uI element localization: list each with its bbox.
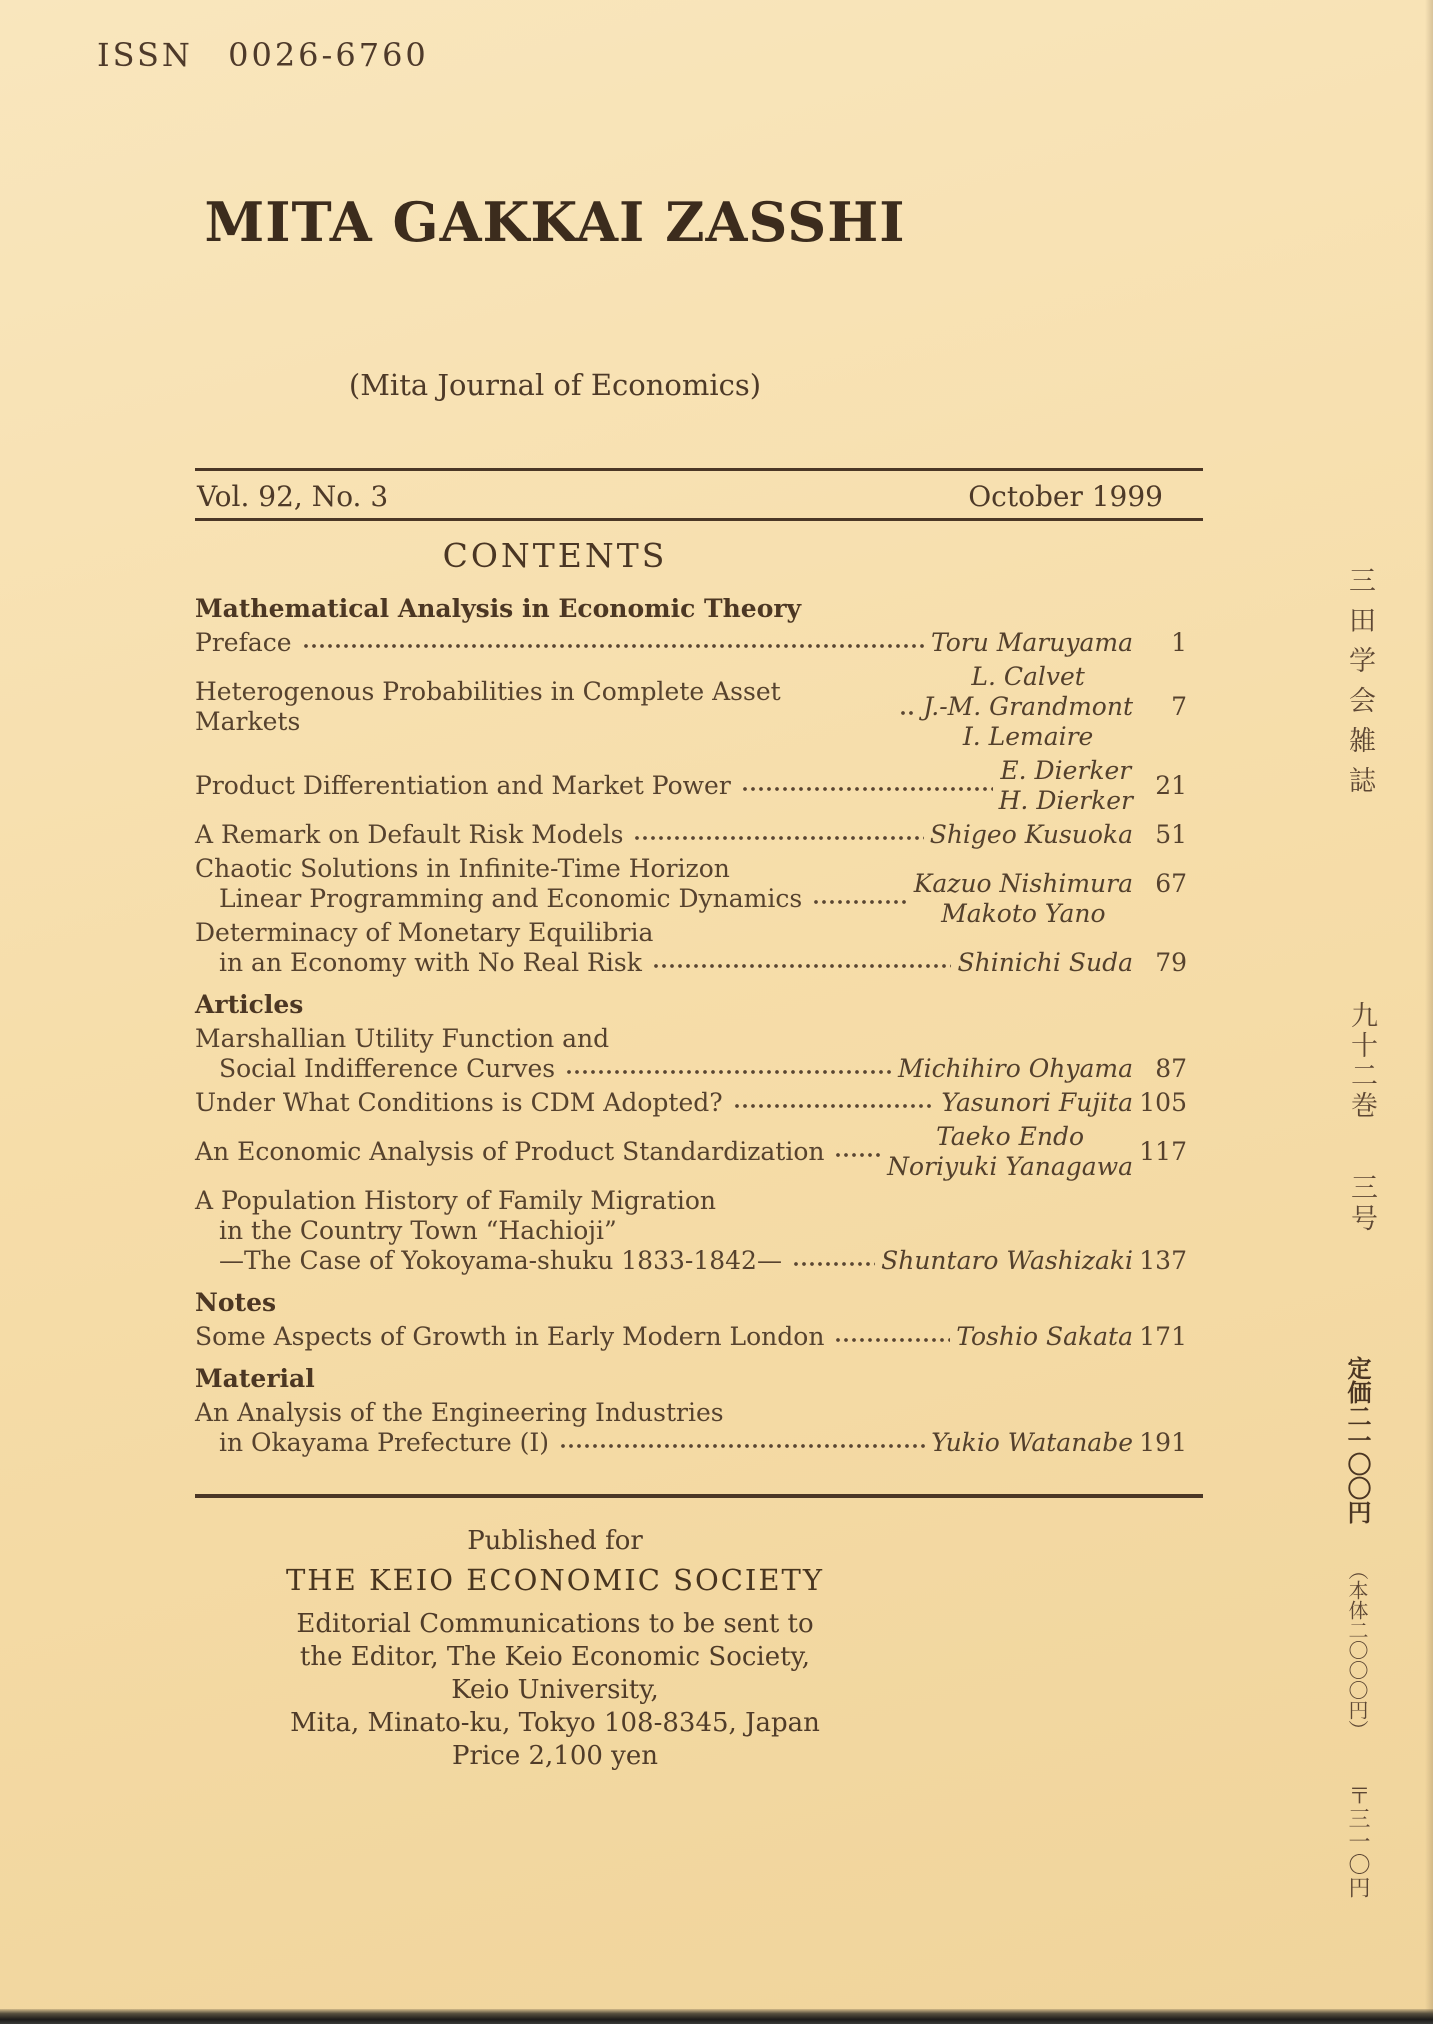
spine-price-ja: 定価二一〇〇円 <box>1343 1356 1372 1524</box>
entry-author: H. Dierker <box>998 786 1133 815</box>
dot-leader <box>899 677 917 737</box>
entry-title-line <box>195 628 931 658</box>
contents-entry <box>195 854 1203 928</box>
entry-title-text: Linear Programming and Economic Dynamics <box>219 884 803 913</box>
entry-page-number: 7 <box>1171 692 1187 721</box>
spine-price-block-ja <box>1340 1356 1375 1899</box>
section-heading: Notes <box>195 1288 277 1317</box>
issn-label: ISSN 0026-6760 <box>97 36 429 74</box>
entry-author: Shuntaro Washizaki <box>881 1246 1133 1275</box>
entry-author: Yasunori Fujita <box>941 1088 1133 1117</box>
issue-date: October 1999 <box>968 479 1163 513</box>
entry-title-text: in Okayama Prefecture (I) <box>219 1428 550 1457</box>
entry-title-text: A Remark on Default Risk Models <box>195 820 624 849</box>
spine-price-base-ja: （本体二〇〇〇円） <box>1345 1560 1369 1740</box>
entry-title-text: An Analysis of the Engineering Industries <box>195 1398 724 1427</box>
dot-leader <box>834 1322 950 1352</box>
entry-author: I. Lemaire <box>962 722 1094 751</box>
entry-title-line <box>195 854 914 884</box>
volume-date-row <box>195 476 1203 516</box>
entry-title-text: in an Economy with No Real Risk <box>219 948 642 977</box>
publisher-line: Mita, Minato-ku, Tokyo 108-8345, Japan <box>290 1708 820 1738</box>
spine-journal-title-ja: 三田学会雑誌 <box>1344 566 1375 806</box>
contents-entry <box>195 662 1203 752</box>
entry-authors <box>931 628 1139 658</box>
entry-author: E. Dierker <box>1000 756 1132 785</box>
spine-postage-ja: 〒三一〇円 <box>1345 1784 1370 1899</box>
entry-title-block <box>195 1088 941 1118</box>
entry-page-number: 105 <box>1139 1088 1187 1117</box>
entry-title-text: in the Country Town “Hachioji” <box>219 1216 617 1245</box>
entry-author: Toshio Sakata <box>956 1322 1133 1351</box>
dot-leader <box>559 1428 925 1458</box>
entry-author: Yukio Watanabe <box>931 1428 1133 1457</box>
journal-subtitle: (Mita Journal of Economics) <box>348 368 762 402</box>
entry-title-line <box>195 1137 887 1167</box>
entry-author: Shinichi Suda <box>957 948 1133 977</box>
contents-entry <box>195 1186 1203 1276</box>
contents-entry <box>195 1322 1203 1352</box>
publisher-line: the Editor, The Keio Economic Society, <box>299 1642 811 1672</box>
entry-page-number: 67 <box>1155 869 1187 898</box>
entry-authors <box>941 1088 1139 1118</box>
entry-title-line <box>195 677 923 737</box>
entry-title-line <box>195 1054 898 1084</box>
entry-title-line <box>195 820 930 850</box>
entry-author: Makoto Yano <box>941 899 1106 928</box>
entry-title-block <box>195 854 914 914</box>
entry-page-number: 191 <box>1139 1428 1187 1457</box>
entry-author: L. Calvet <box>971 662 1085 691</box>
entry-title-line <box>195 1088 941 1118</box>
dot-leader <box>733 1088 936 1118</box>
entry-title-line <box>195 918 957 948</box>
entry-title-line <box>195 1428 931 1458</box>
entry-authors <box>923 662 1139 752</box>
entry-title-line <box>195 1216 881 1246</box>
dot-leader <box>302 628 925 658</box>
contents-list <box>195 594 1203 1462</box>
entry-author: Michihiro Ohyama <box>898 1054 1133 1083</box>
scan-edge-right <box>1425 0 1433 2024</box>
dot-leader <box>652 948 952 978</box>
publisher-lines <box>195 1608 915 1773</box>
entry-title-text: Chaotic Solutions in Infinite-Time Horizon <box>195 854 730 883</box>
entry-author: Toru Maruyama <box>931 628 1133 657</box>
contents-entry <box>195 756 1203 816</box>
entry-title-text: Determinacy of Monetary Equilibria <box>195 918 654 947</box>
divider-top <box>195 468 1203 471</box>
spine-volume-ja: 九十二巻 <box>1346 1001 1377 1121</box>
entry-title-text: A Population History of Family Migration <box>195 1186 716 1215</box>
entry-title-text: Heterogenous Probabilities in Complete Asset Markets <box>195 677 781 736</box>
section-heading: Material <box>195 1364 315 1393</box>
divider-middle <box>195 518 1203 521</box>
entry-authors <box>914 869 1139 929</box>
entry-title-line <box>195 1186 881 1216</box>
dot-leader <box>834 1137 881 1167</box>
dot-leader <box>741 771 993 801</box>
scan-edge-bottom <box>0 2009 1433 2024</box>
journal-title: MITA GAKKAI ZASSHI <box>204 190 906 254</box>
contents-entry <box>195 1398 1203 1458</box>
entry-title-text: Product Differentiation and Market Power <box>195 771 731 800</box>
entry-page-number: 1 <box>1171 628 1187 657</box>
entry-title-block <box>195 771 999 801</box>
entry-page-number: 137 <box>1139 1246 1187 1275</box>
entry-authors <box>957 948 1139 978</box>
entry-author: Noriyuki Yanagawa <box>887 1152 1133 1181</box>
entry-title-line <box>195 1322 956 1352</box>
publisher-line: Editorial Communications to be sent to <box>296 1609 814 1639</box>
contents-entry <box>195 820 1203 850</box>
entry-title-block <box>195 1322 956 1352</box>
entry-page-number: 79 <box>1155 948 1187 977</box>
entry-title-text: Some Aspects of Growth in Early Modern London <box>195 1322 825 1351</box>
dot-leader <box>633 820 923 850</box>
entry-title-line <box>195 771 999 801</box>
section-heading: Mathematical Analysis in Economic Theory <box>195 594 802 623</box>
entry-authors <box>898 1054 1139 1084</box>
entry-page-number: 87 <box>1155 1054 1187 1083</box>
publisher-line: Keio University, <box>451 1675 659 1705</box>
entry-author: Kazuo Nishimura <box>913 869 1133 898</box>
entry-authors <box>930 820 1139 850</box>
entry-title-text: Under What Conditions is CDM Adopted? <box>195 1088 723 1117</box>
entry-title-line <box>195 1024 898 1054</box>
entry-title-text: Preface <box>195 628 292 657</box>
volume-label: Vol. 92, No. 3 <box>197 479 389 513</box>
dot-leader <box>812 884 907 914</box>
entry-author: Taeko Endo <box>936 1122 1085 1151</box>
entry-page-number: 117 <box>1139 1137 1187 1166</box>
published-for-label: Published for <box>467 1526 643 1556</box>
entry-title-block <box>195 1398 931 1458</box>
divider-bottom <box>195 1494 1203 1498</box>
entry-title-line <box>195 948 957 978</box>
contents-entry <box>195 628 1203 658</box>
entry-title-block <box>195 628 931 658</box>
dot-leader <box>565 1054 892 1084</box>
entry-title-line <box>195 884 914 914</box>
entry-title-line <box>195 1398 931 1428</box>
section-heading: Articles <box>195 990 304 1019</box>
entry-title-block <box>195 1186 881 1276</box>
entry-authors <box>999 756 1139 816</box>
dot-leader <box>792 1246 875 1276</box>
entry-page-number: 171 <box>1139 1322 1187 1351</box>
entry-author: Shigeo Kusuoka <box>929 820 1133 849</box>
contents-entry <box>195 1088 1203 1118</box>
spine-issue-ja: 三号 <box>1346 1173 1377 1235</box>
contents-entry <box>195 1024 1203 1084</box>
entry-authors <box>956 1322 1139 1352</box>
entry-title-text: Marshallian Utility Function and <box>195 1024 610 1053</box>
entry-authors <box>881 1246 1139 1276</box>
entry-title-block <box>195 677 923 737</box>
entry-authors <box>887 1122 1139 1182</box>
entry-author: J.-M. Grandmont <box>923 692 1133 721</box>
society-name: THE KEIO ECONOMIC SOCIETY <box>285 1563 825 1597</box>
entry-title-block <box>195 820 930 850</box>
contents-heading: CONTENTS <box>442 536 668 575</box>
entry-title-text: —The Case of Yokoyama-shuku 1833-1842— <box>219 1246 782 1275</box>
publisher-block <box>195 1524 915 1773</box>
publisher-line: Price 2,100 yen <box>452 1741 658 1771</box>
entry-title-line <box>195 1246 881 1276</box>
entry-page-number: 51 <box>1155 820 1187 849</box>
entry-title-text: An Economic Analysis of Product Standardization <box>195 1137 825 1166</box>
entry-title-block <box>195 1137 887 1167</box>
entry-title-block <box>195 1024 898 1084</box>
entry-title-text: Social Indifference Curves <box>219 1054 556 1083</box>
entry-page-number: 21 <box>1155 771 1187 800</box>
contents-entry <box>195 1122 1203 1182</box>
entry-authors <box>931 1428 1139 1458</box>
entry-title-block <box>195 918 957 978</box>
